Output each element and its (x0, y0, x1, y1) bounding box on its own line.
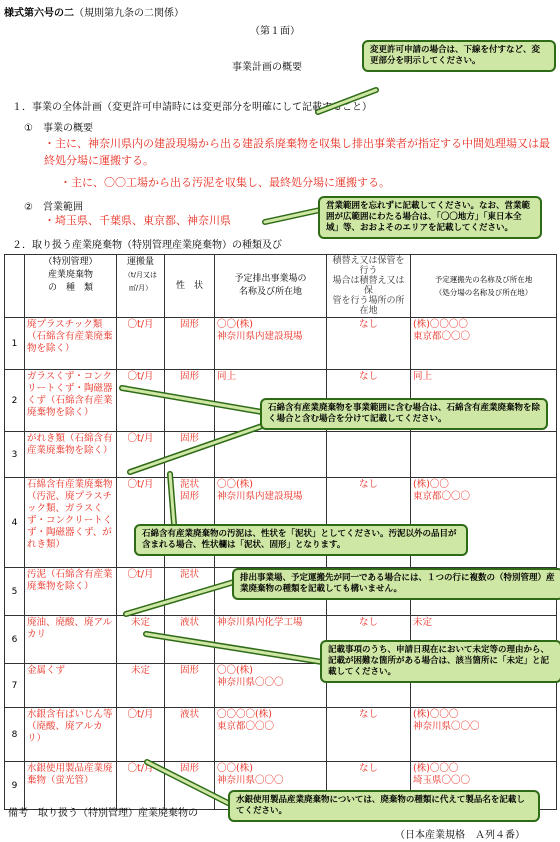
cell-destination-text: (株)〇〇 東京都〇〇〇 (413, 479, 471, 502)
callout-same-row: 排出事業場、予定運搬先が同一である場合には、１つの行に複数の（特別管理）産業廃棄物の種類を記載しても構いません。 (232, 568, 560, 600)
cell-no-text: 4 (11, 517, 18, 528)
cell-waste-type-text: 金属くず (27, 665, 66, 676)
sub2-heading: ② 営業範囲 (24, 202, 83, 213)
callout-asbestos-split: 石綿含有産業廃棄物を事業範囲に含む場合は、石綿含有産業廃棄物を除く場合と含む場合を分けて記載してください。 (260, 398, 548, 430)
cell-storage-text: なし (358, 319, 378, 330)
cell-source-text: 〇〇(株) 神奈川県内建設現場 (217, 319, 303, 342)
th-volume: 運搬量 （t/月又は ㎥/月） (117, 255, 165, 318)
cell-no-text: 2 (11, 395, 18, 406)
th-source: 予定排出事業場の 名称及び所在地 (215, 255, 327, 318)
callout-mercury-product: 水銀使用製品産業廃棄物については、廃棄物の種類に代えて製品名を記載してください。 (228, 790, 540, 822)
cell-storage-text: なし (358, 709, 378, 720)
section1-heading: １．事業の全体計画（変更許可申請時には変更部分を明確にして記載すること） (12, 102, 372, 113)
cell-source-text: 〇〇(株) 神奈川県〇〇〇 (217, 763, 284, 786)
cell-no-text: 9 (11, 780, 18, 791)
cell-state-text: 固形 (179, 433, 199, 444)
cell-state-text: 泥状 (179, 569, 199, 580)
cell-waste-type-text: がれき類（石綿含有産業廃棄物を除く） (27, 433, 113, 456)
cell-state-text: 固形 (179, 665, 199, 676)
cell-no-text: 6 (11, 634, 18, 645)
cell-waste-type-text: 水銀含有ばいじん等（廃酸、廃アルカリ） (27, 709, 113, 744)
cell-no-text: 7 (11, 680, 18, 691)
th-state: 性 状 (165, 255, 215, 318)
cell-no-text: 3 (11, 449, 18, 460)
cell-destination-text: 同上 (413, 371, 433, 382)
footer-note: （日本産業規格 Ａ列４番） (395, 830, 525, 841)
cell-source-text: 〇〇〇〇(株) 東京都〇〇〇 (217, 709, 275, 732)
callout-sludge-state: 石綿含有産業廃棄物の汚泥は、性状を「泥状」としてください。汚泥以外の品目が含まれる場合、性状欄は「泥状、固形」となります。 (134, 524, 468, 556)
cell-volume-text: 〇t/月 (127, 709, 154, 720)
cell-source-text: 同上 (217, 371, 237, 382)
cell-state-text: 固形 (179, 371, 199, 382)
cell-storage-text: なし (358, 371, 378, 382)
cell-waste-type-text: ガラスくず・コンクリートくず・陶磁器くず（石綿含有産業廃棄物を除く） (27, 371, 113, 418)
cell-storage-text: なし (358, 617, 378, 628)
callout-business-area: 営業範囲を忘れずに記載してください。なお、営業範囲が広範囲にわたる場合は、「〇〇地方」「東日本全域」等、おおよそのエリアを記載してください。 (318, 196, 542, 239)
cell-state-text: 液状 (179, 709, 199, 720)
cell-state-text: 固形 (179, 763, 199, 774)
th-storage: 積替え又は保管を行う 場合は積替え又は保 管を行う場所の所在地 (327, 255, 411, 318)
sub1-bullet-1: ・主に、神奈川県内の建設現場から出る建設系廃棄物を収集し排出事業者が指定する中間処理場又は最終処分場に運搬する。 (44, 137, 550, 167)
cell-destination-text: (株)〇〇〇〇 東京都〇〇〇 (413, 319, 471, 342)
cell-no-text: 1 (11, 338, 18, 349)
sub2-value: ・埼玉県、千葉県、東京都、神奈川県 (44, 214, 231, 227)
cell-volume-text: 〇t/月 (127, 479, 154, 490)
cell-destination-text: (株)〇〇〇 神奈川県〇〇〇 (413, 709, 480, 732)
cell-storage-text: なし (358, 479, 378, 490)
cell-state-text: 固形 (179, 319, 199, 330)
form-title-main: 様式第六号の二 (4, 8, 74, 19)
cell-volume-text: 〇t/月 (127, 433, 154, 444)
cell-no-text: 8 (11, 729, 18, 740)
cell-volume-text: 未定 (130, 617, 150, 628)
th-destination: 予定運搬先の名称及び所在地 （処分場の名称及び所在地） (411, 255, 557, 318)
cell-no-text: 5 (11, 586, 18, 597)
cell-volume-text: 〇t/月 (127, 763, 154, 774)
sub1-heading: ① 事業の概要 (24, 123, 93, 134)
cell-waste-type-text: 廃油、廃酸、廃アルカリ (27, 617, 113, 640)
cell-volume-text: 未定 (130, 665, 150, 676)
form-title-note: （規則第九条の二関係） (74, 8, 184, 19)
cell-waste-type-text: 水銀使用製品産業廃棄物（蛍光管） (27, 763, 113, 786)
cell-storage-text: なし (358, 763, 378, 774)
callout-change-request: 変更許可申請の場合は、下線を付すなど、変更部分を明示してください。 (362, 40, 556, 72)
cell-waste-type-text: 廃プラスチック類（石綿含有産業廃棄物を除く） (27, 319, 113, 354)
cell-state-text: 液状 (179, 617, 199, 628)
cell-waste-type-text: 石綿含有産業廃棄物（汚泥、廃プラスチック類、ガラスくず・コンクリートくず・陶磁器くず、がれき類） (27, 479, 113, 550)
cell-state-text: 泥状 固形 (179, 479, 199, 502)
cell-volume-text: 〇t/月 (127, 371, 154, 382)
th-waste-type: （特別管理） 産業廃棄物 の 種 類 (25, 255, 117, 318)
cell-source-text: 〇〇(株) 神奈川県〇〇〇 (217, 665, 284, 688)
cell-source-text: 神奈川県内化学工場 (217, 617, 303, 628)
sub1-bullet-2: ・主に、〇〇工場から出る汚泥を収集し、最終処分場に運搬する。 (60, 176, 390, 189)
cell-waste-type-text: 汚泥（石綿含有産業廃棄物を除く） (27, 569, 113, 592)
doc-title: 事業計画の概要 (232, 62, 302, 73)
callout-undecided: 記載事項のうち、申請日現在において未定等の理由から、記載が困難な箇所がある場合は、該当箇所に「未定」と記載してください。 (320, 640, 560, 683)
cell-volume-text: 〇t/月 (127, 569, 154, 580)
cell-destination-text: 未定 (413, 617, 433, 628)
section2-heading: ２．取り扱う産業廃棄物（特別管理産業廃棄物）の種類及び (12, 240, 282, 251)
cell-destination-text: (株)〇〇〇 埼玉県〇〇〇 (413, 763, 471, 786)
page-label: （第１面） (250, 26, 300, 37)
remarks: 備考 取り扱う（特別管理）産業廃棄物の (8, 808, 198, 819)
cell-volume-text: 〇t/月 (127, 319, 154, 330)
cell-source-text: 〇〇(株) 神奈川県内建設現場 (217, 479, 303, 502)
